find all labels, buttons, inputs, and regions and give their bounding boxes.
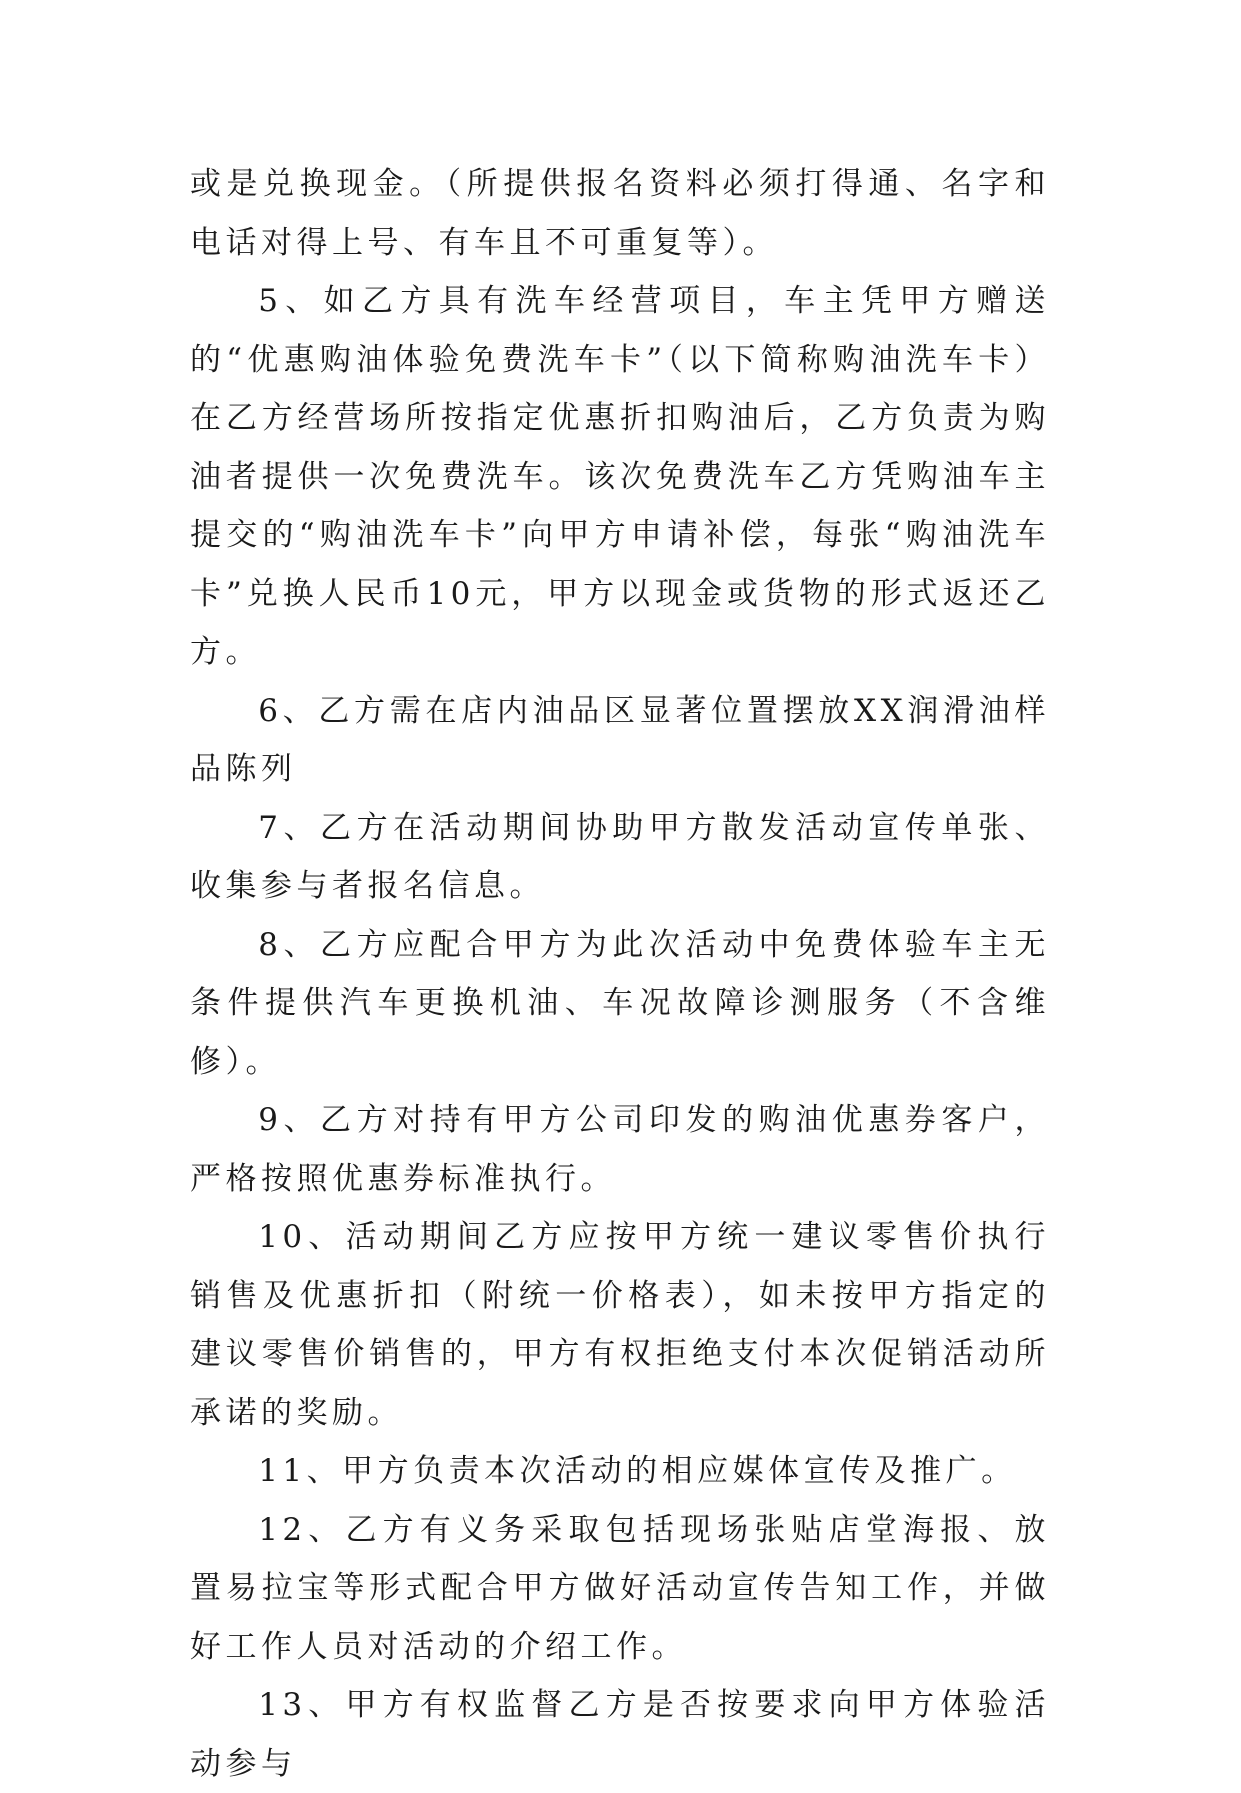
document-body [190,155,1050,1793]
paragraph-clause-11: 11、甲方负责本次活动的相应媒体宣传及推广。 [258,1453,1017,1489]
paragraph-clause-6: 6、乙方需在店内油品区显著位置摆放XX润滑油样品陈列 [190,692,1050,787]
paragraph-clause-13: 13、甲方有权监督乙方是否按要求向甲方体验活动参与 [190,1687,1050,1782]
paragraph-clause-7: 7、乙方在活动期间协助甲方散发活动宣传单张、收集参与者报名信息。 [190,809,1050,904]
paragraph-clause-5: 5、如乙方具有洗车经营项目，车主凭甲方赠送的“优惠购油体验免费洗车卡”（以下简称购油洗车卡）在乙方经营场所按指定优惠折扣购油后，乙方负责为购油者提供一次免费洗车。该次免费洗车乙方凭购油车主提交的“购油洗车卡”向甲方申请补偿，每张“购油洗车卡”兑换人民币10元，甲方以现金或货物的形式返还乙方。 [190,283,1050,670]
paragraph-clause-12: 12、乙方有义务采取包括现场张贴店堂海报、放置易拉宝等形式配合甲方做好活动宣传告知工作，并做好工作人员对活动的介绍工作。 [190,1511,1050,1665]
paragraph-continuation: 或是兑换现金。（所提供报名资料必须打得通、名字和电话对得上号、有车且不可重复等）。 [190,166,1050,261]
paragraph-clause-10: 10、活动期间乙方应按甲方统一建议零售价执行销售及优惠折扣（附统一价格表），如未按甲方指定的建议零售价销售的，甲方有权拒绝支付本次促销活动所承诺的奖励。 [190,1219,1050,1431]
paragraph-clause-8: 8、乙方应配合甲方为此次活动中免费体验车主无条件提供汽车更换机油、车况故障诊测服务（不含维修）。 [190,926,1050,1080]
paragraph-clause-9: 9、乙方对持有甲方公司印发的购油优惠券客户，严格按照优惠券标准执行。 [190,1102,1050,1197]
